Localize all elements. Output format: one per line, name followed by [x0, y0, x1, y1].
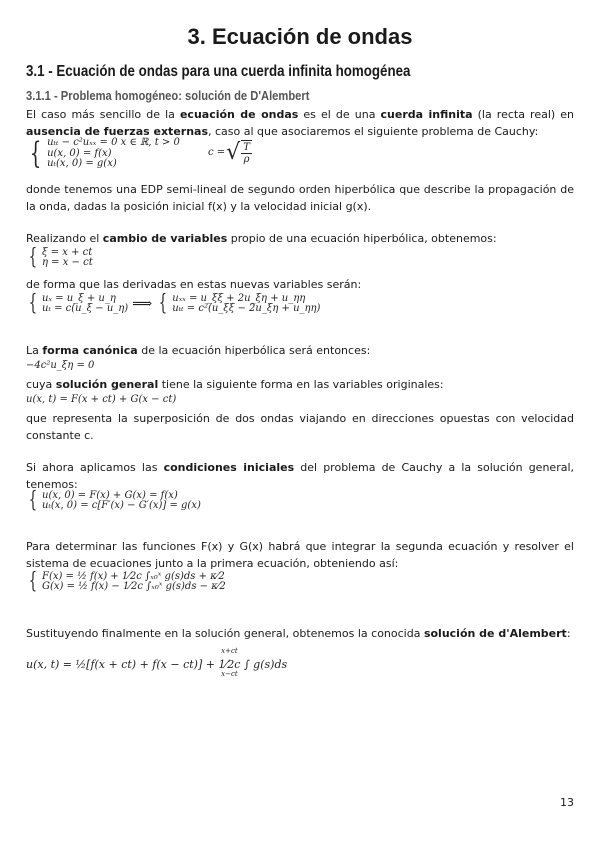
paragraph-initial-conditions: Si ahora aplicamos las condiciones iniciales del problema de Cauchy a la solución general, tenemos:	[26, 461, 575, 491]
paragraph-canonical-form: La forma canónica de la ecuación hiperbólica será entonces:	[26, 344, 371, 357]
equation-f-g: { F(x) = ½ f(x) + 1⁄2c ∫ₓ₀ˣ g(s)ds + κ⁄2 G(x) = ½ f(x) − 1⁄2c ∫ₓ₀ˣ g(s)ds − κ⁄2	[28, 569, 226, 594]
page-number: 13	[560, 796, 574, 809]
equation-derivatives: { uₓ = u_ξ + u_η uₜ = c(u_ξ − u_η) ⟹ { uₓₓ = u_ξξ + 2u_ξη + u_ηη uₜₜ = c²(u_ξξ − 2u_ξη + u_ηη)	[28, 291, 321, 316]
equation-new-variables: { ξ = x + ct η = x − ct	[28, 245, 93, 270]
paragraph-derivatives: de forma que las derivadas en estas nuevas variables serán:	[26, 278, 362, 291]
chapter-heading: 3. Ecuación de ondas	[187, 24, 413, 49]
subsection-heading: 3.1.1 - Problema homogéneo: solución de D'Alembert	[26, 88, 310, 103]
paragraph-determine-functions: Para determinar las funciones F(x) y G(x) habrá que integrar la segunda ecuación y resolver el sistema de ecuaciones junto a la primera ecuación, obteniendo así:	[26, 540, 574, 570]
section-heading: 3.1 - Ecuación de ondas para una cuerda infinita homogénea	[26, 63, 411, 80]
paragraph-general-solution: cuya solución general tiene la siguiente forma en las variables originales:	[26, 378, 444, 391]
equation-general-solution: u(x, t) = F(x + ct) + G(x − ct)	[26, 394, 177, 405]
paragraph-superposition: que representa la superposición de dos ondas viajando en direcciones opuestas con velocidad constante c.	[26, 412, 574, 442]
paragraph-intro: El caso más sencillo de la ecuación de ondas es el de una cuerda infinita (la recta real) en ausencia de fuerzas externas, caso al que asociaremos el siguiente problema de Cauchy:	[26, 108, 575, 138]
paragraph-dalembert: Sustituyendo finalmente en la solución general, obtenemos la conocida solución de d'Alembert:	[26, 627, 571, 640]
paragraph-change-variables: Realizando el cambio de variables propio de una ecuación hiperbólica, obtenemos:	[26, 232, 497, 245]
equation-canonical: −4c²u_ξη = 0	[26, 360, 95, 371]
document-page	[26, 0, 574, 848]
paragraph-description: donde tenemos una EDP semi-lineal de segundo orden hiperbólica que describe la propagación de la onda, dadas la posición inicial f(x) y la velocidad inicial g(x).	[26, 183, 574, 213]
equation-wave-speed: c = √ T ρ	[208, 140, 250, 165]
equation-cauchy-system: { uₜₜ − c²uₓₓ = 0 x ∈ ℝ, t > 0 u(x, 0) = f(x) uₜ(x, 0) = g(x)	[29, 135, 180, 171]
equation-initial-conditions: { u(x, 0) = F(x) + G(x) = f(x) uₜ(x, 0) = c[F′(x) − G′(x)] = g(x)	[28, 488, 201, 513]
equation-dalembert: u(x, t) = ½[f(x + ct) + f(x − ct)] + 1⁄2c ∫ g(s)ds x+ct x−ct	[26, 647, 288, 678]
